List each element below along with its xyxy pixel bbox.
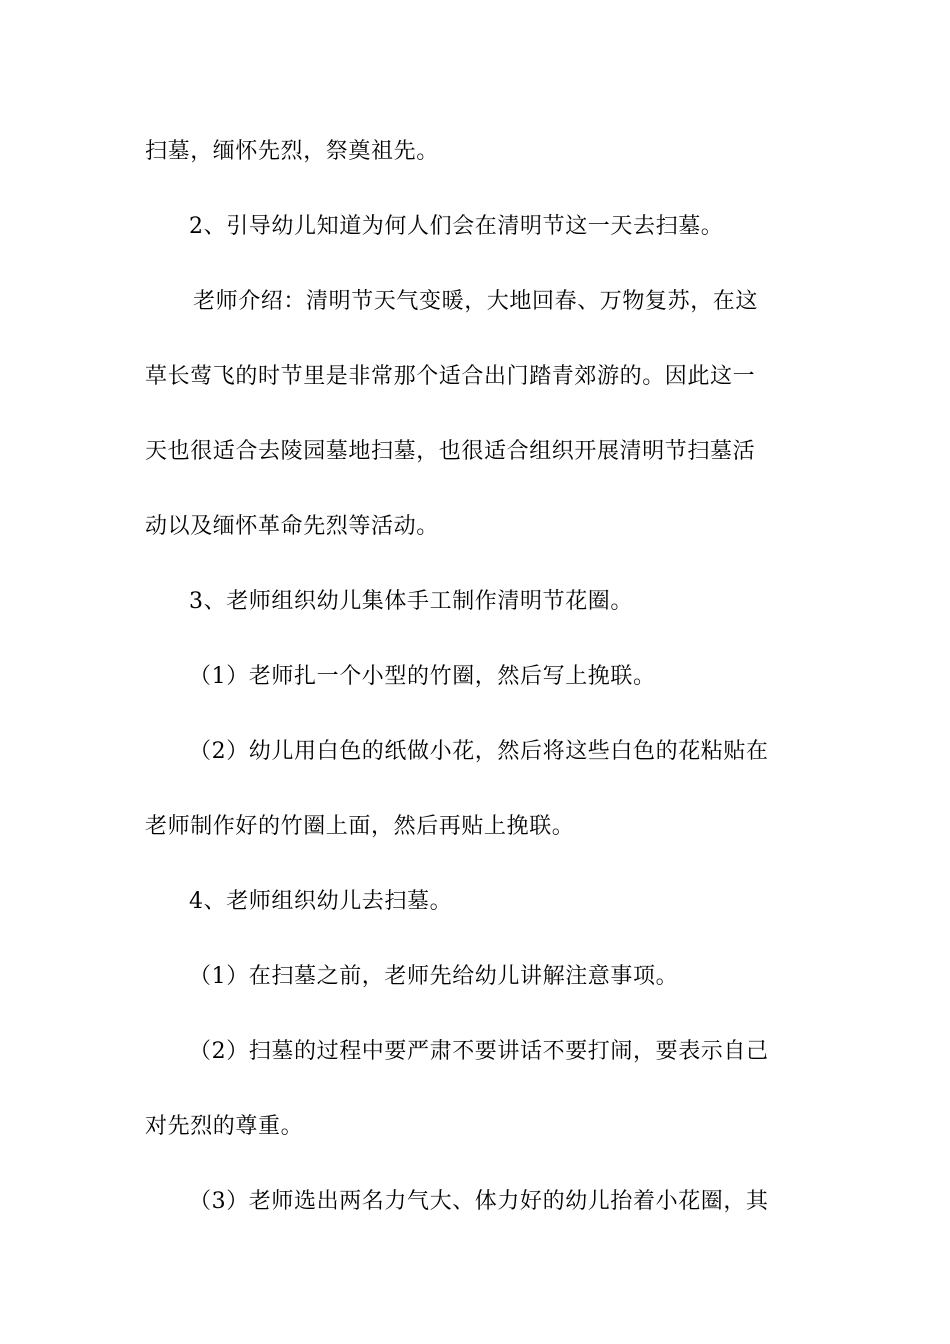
text-line-continuation: 扫墓，缅怀先烈，祭奠祖先。: [145, 139, 439, 164]
step-3-heading: 3、老师组织幼儿集体手工制作清明节花圈。: [189, 589, 633, 614]
paragraph-line: 草长莺飞的时节里是非常那个适合出门踏青郊游的。因此这一: [145, 364, 756, 389]
substep-3-2: （2）幼儿用白色的纸做小花，然后将这些白色的花粘贴在: [189, 739, 769, 764]
paragraph-line: 动以及缅怀革命先烈等活动。: [145, 514, 439, 539]
substep-4-1: （1）在扫墓之前，老师先给幼儿讲解注意事项。: [189, 964, 679, 989]
step-4-heading: 4、老师组织幼儿去扫墓。: [189, 889, 453, 914]
teacher-intro-line: 老师介绍：清明节天气变暖，大地回春、万物复苏，在这: [193, 289, 759, 314]
substep-3-1: （1）老师扎一个小型的竹圈，然后写上挽联。: [189, 664, 656, 689]
substep-4-2: （2）扫墓的过程中要严肃不要讲话不要打闹，要表示自己: [189, 1039, 769, 1064]
step-2-heading: 2、引导幼儿知道为何人们会在清明节这一天去扫墓。: [189, 214, 724, 239]
paragraph-line: 对先烈的尊重。: [145, 1114, 304, 1139]
substep-4-3: （3）老师选出两名力气大、体力好的幼儿抬着小花圈，其: [189, 1189, 769, 1214]
paragraph-line: 天也很适合去陵园墓地扫墓，也很适合组织开展清明节扫墓活: [145, 439, 756, 464]
paragraph-line: 老师制作好的竹圈上面，然后再贴上挽联。: [145, 814, 575, 839]
